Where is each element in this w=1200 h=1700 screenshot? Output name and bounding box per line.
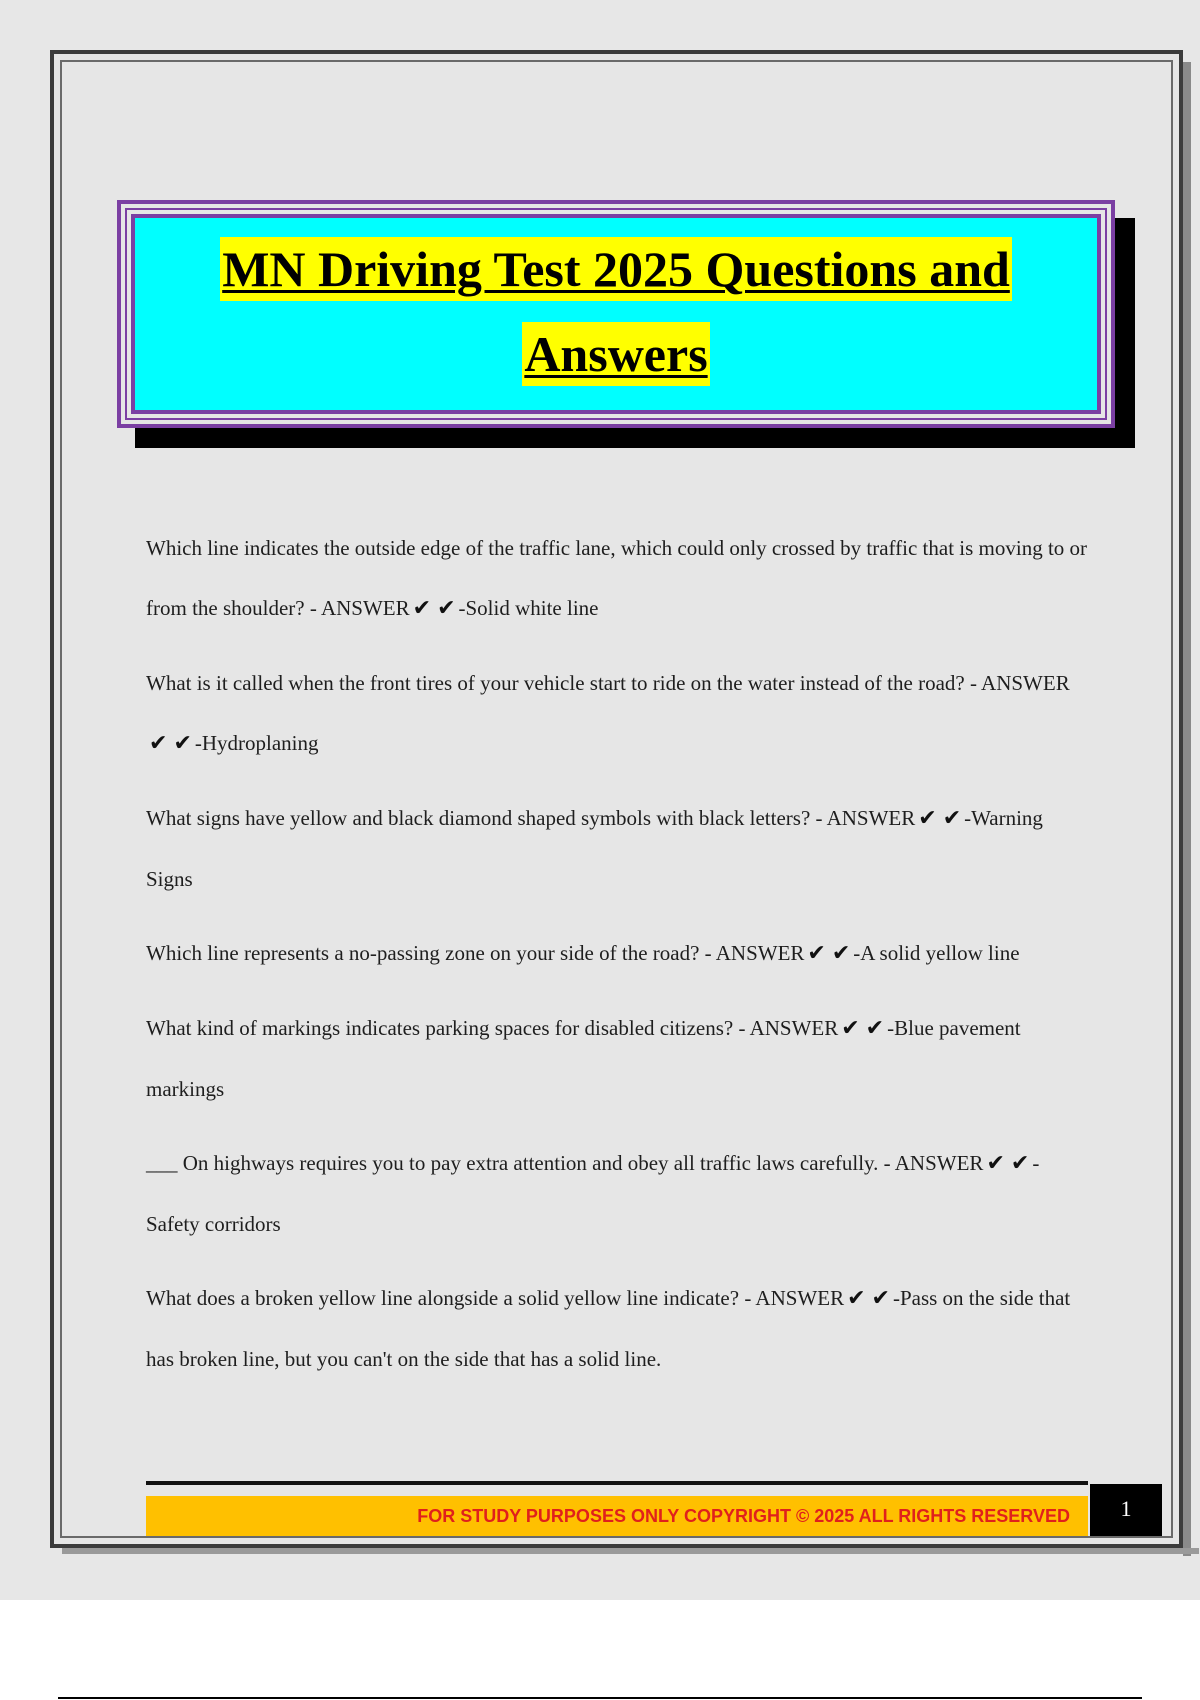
answer-text: -Safety corridors bbox=[146, 1151, 1040, 1236]
qa-item bbox=[146, 998, 1091, 1119]
question-text: What kind of markings indicates parking spaces for disabled citizens? - ANSWER bbox=[146, 1016, 839, 1040]
check-mark-icon: ✔ bbox=[807, 941, 826, 966]
question-text: ___ On highways requires you to pay extra attention and obey all traffic laws carefully. - ANSWER bbox=[146, 1151, 984, 1175]
check-mark-icon: ✔ bbox=[412, 596, 432, 621]
qa-item bbox=[146, 653, 1091, 774]
question-text: What is it called when the front tires of your vehicle start to ride on the water instead of the road? - ANSWER bbox=[146, 671, 1070, 695]
answer-text: -Hydroplaning bbox=[194, 731, 319, 755]
qa-item bbox=[146, 1268, 1091, 1389]
answer-text: -Blue pavement markings bbox=[146, 1016, 1021, 1101]
qa-item bbox=[146, 788, 1091, 909]
document-title-line-1: MN Driving Test 2025 Questions and bbox=[220, 237, 1012, 301]
title-box bbox=[117, 200, 1115, 428]
page-shadow-bottom bbox=[62, 1548, 1199, 1554]
document-title-line-2: Answers bbox=[522, 322, 709, 386]
check-mark-icon: ✔ bbox=[986, 1151, 1005, 1176]
check-mark-icon: ✔ bbox=[942, 806, 962, 831]
check-mark-icon: ✔ bbox=[871, 1286, 890, 1311]
question-text: Which line represents a no-passing zone on your side of the road? - ANSWER bbox=[146, 941, 805, 965]
footer-divider bbox=[146, 1481, 1088, 1485]
answer-text: -Pass on the side that has broken line, but you can't on the side that has a solid line. bbox=[146, 1286, 1071, 1371]
check-mark-icon: ✔ bbox=[841, 1016, 860, 1041]
check-mark-icon: ✔ bbox=[865, 1016, 885, 1041]
copyright-notice: FOR STUDY PURPOSES ONLY COPYRIGHT © 2025 ALL RIGHTS RESERVED bbox=[417, 1506, 1070, 1526]
qa-item bbox=[146, 923, 1091, 984]
page-number: 1 bbox=[1090, 1484, 1162, 1536]
check-mark-icon: ✔ bbox=[847, 1286, 866, 1311]
check-mark-icon: ✔ bbox=[173, 731, 192, 756]
question-text: What signs have yellow and black diamond shaped symbols with black letters? - ANSWER bbox=[146, 806, 916, 830]
answer-text: -Warning Signs bbox=[146, 806, 1043, 891]
next-page-divider bbox=[58, 1697, 1142, 1699]
page-shadow-right bbox=[1183, 62, 1191, 1556]
question-text: Which line indicates the outside edge of the traffic lane, which could only crossed by traffic that is moving to or from the shoulder? - ANSWER bbox=[146, 536, 1088, 620]
answer-text: -A solid yellow line bbox=[853, 941, 1020, 965]
check-mark-icon: ✔ bbox=[149, 731, 168, 756]
qa-item bbox=[146, 1133, 1091, 1254]
answer-text: -Solid white line bbox=[458, 596, 599, 620]
question-text: What does a broken yellow line alongside a solid yellow line indicate? - ANSWER bbox=[146, 1286, 845, 1310]
qa-item bbox=[146, 518, 1091, 639]
footer-bar bbox=[146, 1496, 1088, 1536]
check-mark-icon: ✔ bbox=[918, 806, 937, 831]
check-mark-icon: ✔ bbox=[831, 941, 851, 966]
check-mark-icon: ✔ bbox=[437, 596, 456, 621]
title-box-inner bbox=[131, 214, 1101, 414]
check-mark-icon: ✔ bbox=[1010, 1151, 1030, 1176]
qa-list bbox=[146, 518, 1091, 1403]
